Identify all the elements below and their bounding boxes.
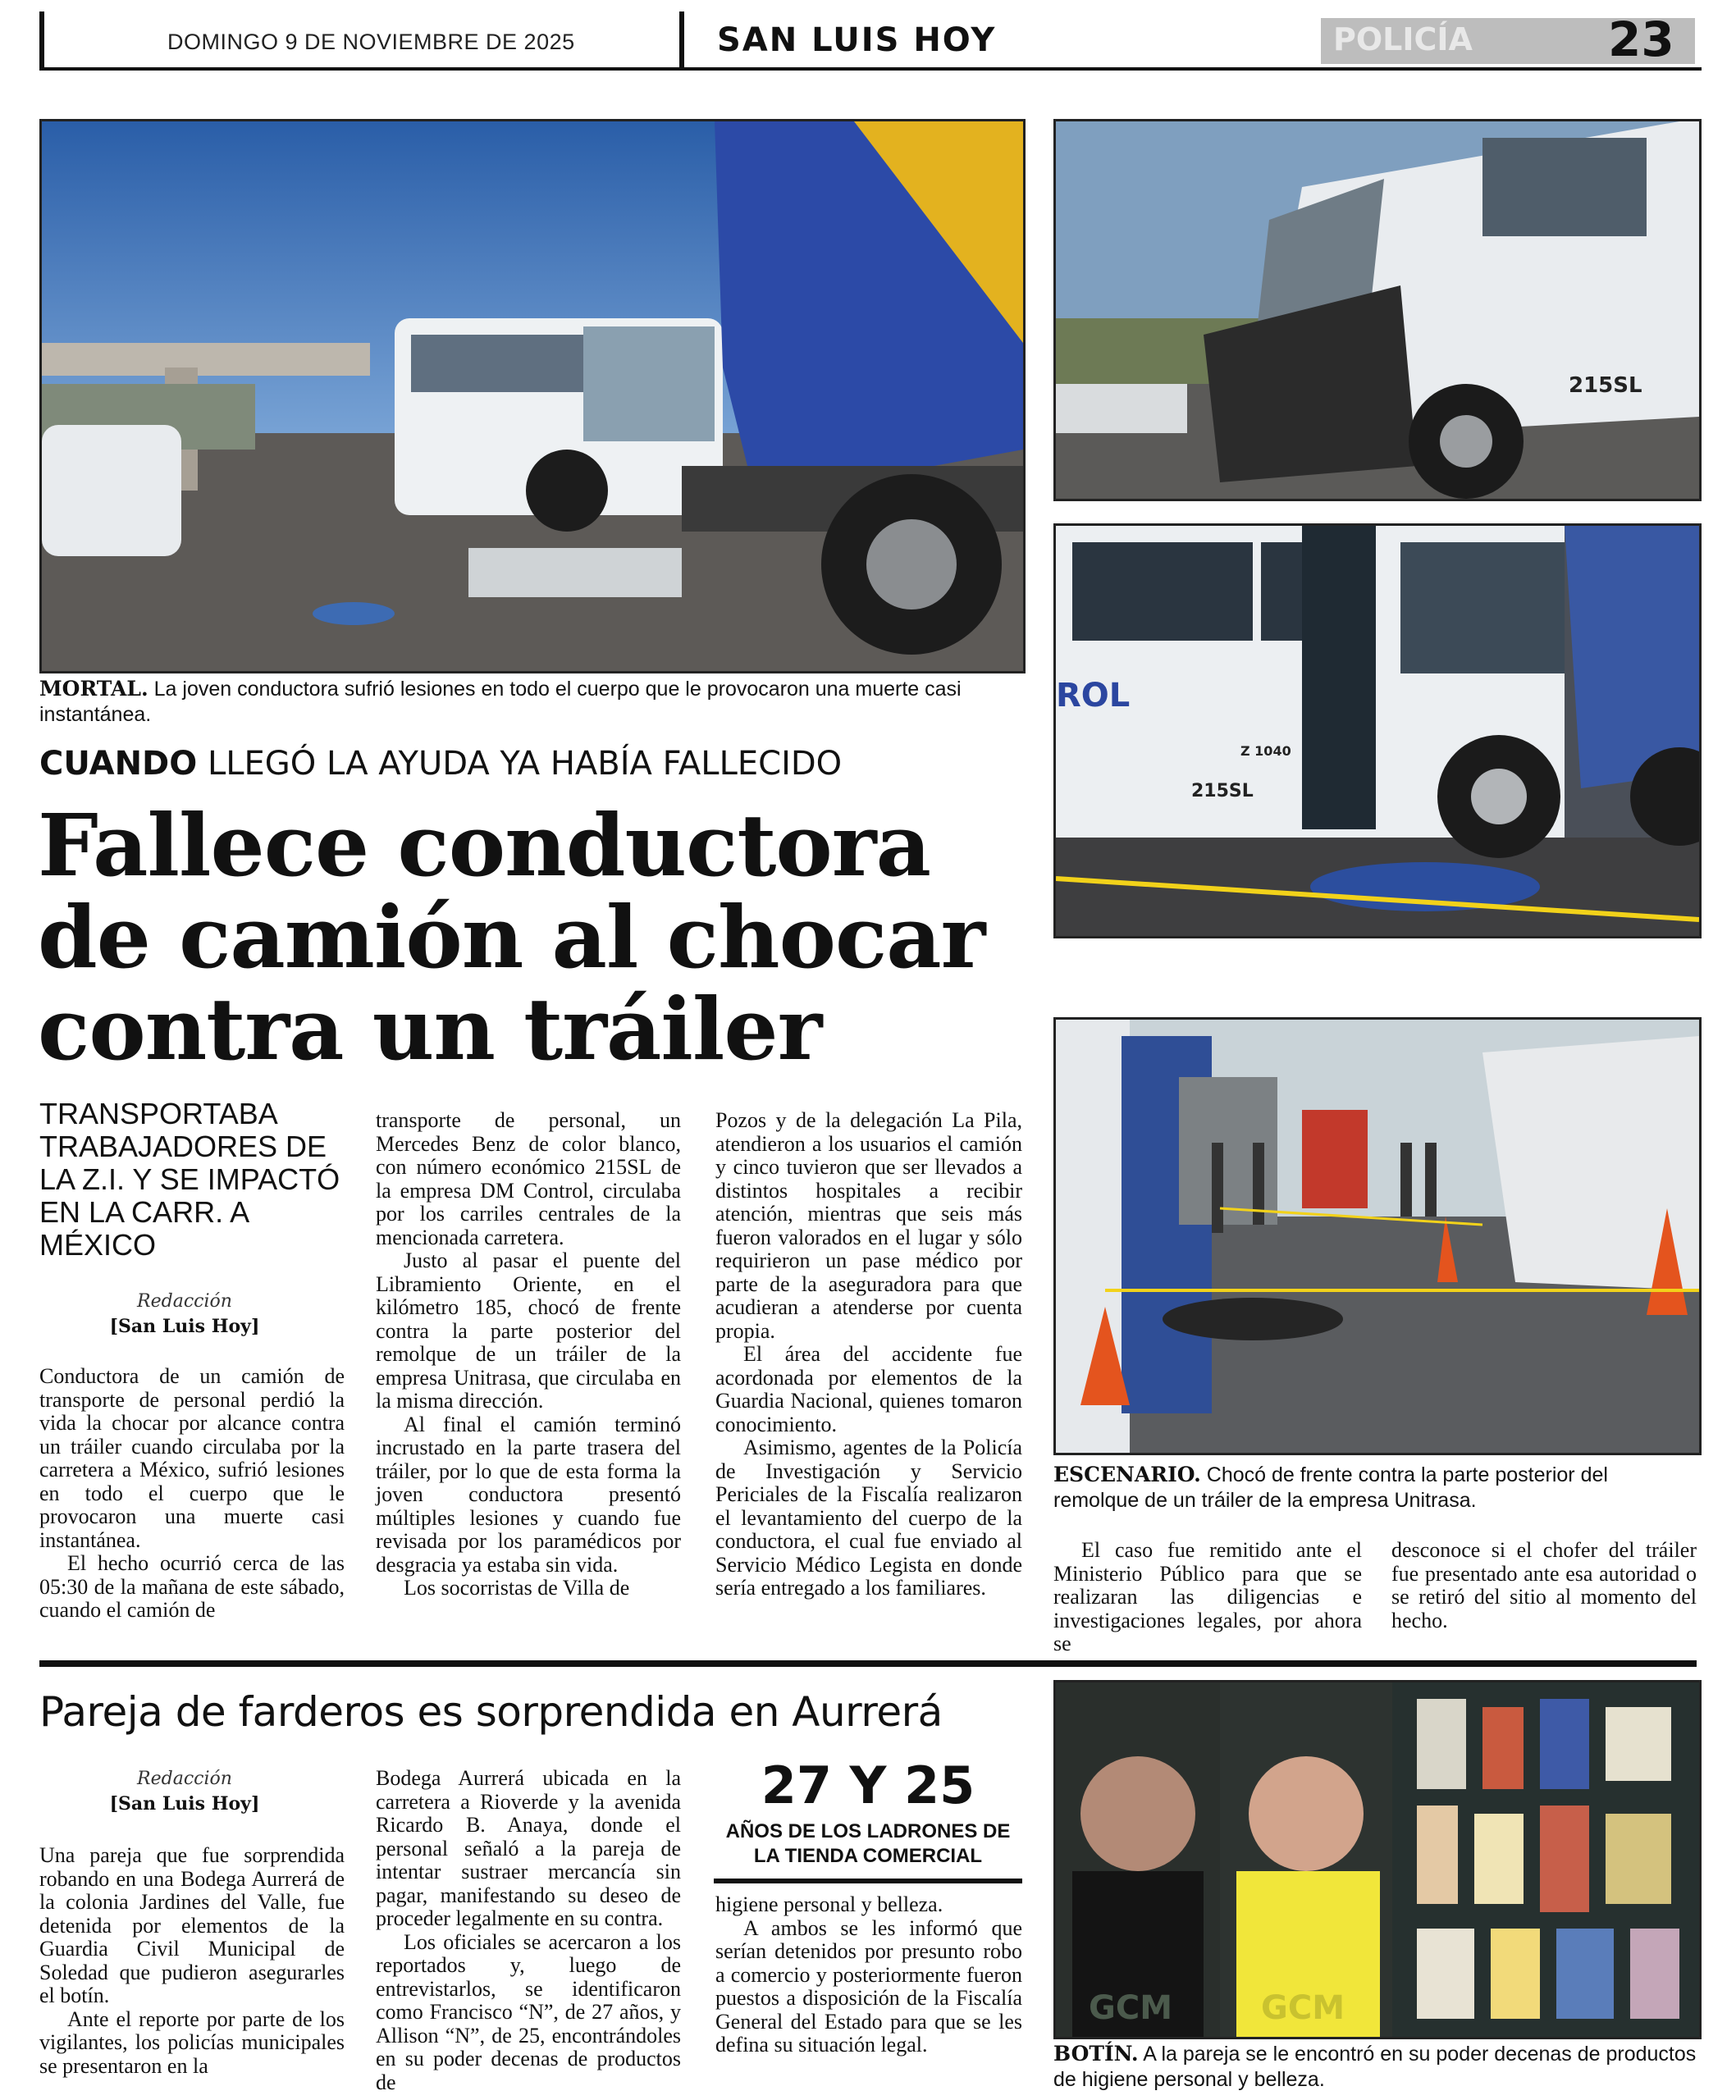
paragraph: higiene personal y belleza. (715, 1892, 943, 1916)
bus-number-label-2: 215SL (1191, 781, 1254, 801)
byline-2 (90, 1767, 279, 1816)
headline-line-1: Fallece conductora (38, 795, 930, 896)
fact-box-number: 27 Y 25 (761, 1755, 975, 1815)
watermark-2: GCM (1261, 1989, 1345, 2027)
photo-scene (1053, 1017, 1702, 1455)
story2-col-2 (376, 1767, 681, 2094)
story2-col-3 (715, 1893, 1022, 2057)
photo-detainees-loot (1053, 1680, 1702, 2039)
caption-text: Chocó de frente contra la parte posterior del remolque de un tráiler de la empresa Unitrasa. (1053, 1463, 1608, 1512)
bus-number-label-1: 215SL (1569, 373, 1642, 398)
paragraph: Ante el reporte por parte de los vigilantes, los policías municipales se presentaron en la (39, 2006, 345, 2078)
kicker-rest: LLEGÓ LA AYUDA YA HABÍA FALLECIDO (197, 745, 843, 783)
caption-lead: BOTÍN. (1053, 2042, 1139, 2066)
byline-publication: [San Luis Hoy] (109, 1316, 260, 1337)
paragraph: Los oficiales se acercaron a los reportados y, luego de entrevistarlos, se identificaron como Francisco “N”, de 27 años, y Allison “N”, de 25, encontrándoles en su poder decenas de productos de (376, 1929, 681, 2094)
paragraph: Al final el camión terminó incrustado en la parte trasera del tráiler, por lo que de esta forma la joven conductora presentó múltiples lesiones y cuando fue revisada por los paramédicos por desgracia ya estaba sin vida. (376, 1412, 681, 1577)
newspaper-brand: SAN LUIS HOY (717, 21, 997, 59)
caption-mortal (39, 676, 1021, 728)
headline-secondary: Pareja de farderos es sorprendida en Aurrerá (39, 1688, 943, 1736)
story1-col-4 (1053, 1539, 1362, 1656)
section-name: POLICÍA (1333, 21, 1473, 57)
paragraph: Los socorristas de Villa de (404, 1576, 630, 1600)
paragraph: Asimismo, agentes de la Policía de Investigación y Servicio Periciales de la Fiscalía realizaron el levantamiento del cuerpo de la conductora, el cual fue enviado al Servicio Médico Legista en donde sería entregado a los familiares. (715, 1436, 1022, 1600)
headline-line-2: de camión al chocar (38, 887, 985, 988)
issue-date: DOMINGO 9 DE NOVIEMBRE DE 2025 (167, 30, 575, 54)
photo-bus-front-damage (1053, 119, 1702, 501)
paragraph: desconoce si el chofer del tráiler fue presentado ante esa autoridad o se retiró del sitio al momento del hecho. (1391, 1538, 1697, 1632)
deck: TRANSPORTABA TRABAJADORES DE LA Z.I. Y SE IMPACTÓ EN LA CARR. A MÉXICO (39, 1097, 340, 1262)
paragraph: Pozos y de la delegación La Pila, atendieron a los usuarios el camión y cinco tuvieron que ser llevados a distintos hospitales a recibir atención, mientras que seis más fueron valorados en el lugar y sólo requirieron un pase médico por parte de la aseguradora para que acudieran a atenderse por cuenta propia. (715, 1108, 1022, 1343)
page-number: 23 (1608, 11, 1674, 67)
byline-publication: [San Luis Hoy] (109, 1793, 260, 1815)
paragraph: El caso fue remitido ante el Ministerio Público para que se realizaran las diligencias e investigaciones legales, por ahora se (1053, 1538, 1362, 1655)
watermark-1: GCM (1089, 1989, 1172, 2027)
svg-text:ROL: ROL (1056, 677, 1131, 714)
paragraph: Una pareja que fue sorprendida robando en una Bodega Aurrerá de la colonia Jardines del Valle, fue detenida por elementos de la Guardia Civil Municipal de Soledad que pudieron asegurarles el botín. (39, 1843, 345, 2007)
headline-main (38, 795, 1039, 1080)
byline-author: Redacción (137, 1769, 232, 1789)
story1-col-3 (715, 1109, 1022, 1600)
section-divider (39, 1660, 1697, 1667)
caption-botin (1053, 2041, 1697, 2093)
kicker-bold: CUANDO (39, 745, 198, 783)
paragraph: A ambos se les informó que serían detenidos por presunto robo a comercio y posteriormente fueron puestos a disposición de la Fiscalía General del Estado para que se les defina su situación legal. (715, 1915, 1022, 2057)
caption-text: A la pareja se le encontró en su poder decenas de productos de higiene personal y belleza. (1053, 2043, 1697, 2091)
masthead-date-block (39, 11, 684, 71)
headline-line-3: contra un tráiler (38, 979, 822, 1080)
caption-text: La joven conductora sufrió lesiones en todo el cuerpo que le provocaron una muerte casi instantánea. (39, 678, 962, 726)
story1-col-2 (376, 1109, 681, 1600)
kicker (39, 745, 842, 783)
story2-col-1 (39, 1844, 345, 2078)
paragraph: Conductora de un camión de transporte de personal perdió la vida la chocar por alcance contra un tráiler cuando circulaba por la carretera a México, sufrió lesiones en todo el cuerpo que le provocaron una muerte casi instantánea. (39, 1364, 345, 1552)
fact-box-text: AÑOS DE LOS LADRONES DE LA TIENDA COMERCIAL (725, 1820, 1011, 1867)
story1-col-1 (39, 1365, 345, 1623)
story1-col-5 (1391, 1539, 1697, 1632)
fact-box-rule (714, 1879, 1022, 1883)
photo-crash-main (39, 119, 1026, 673)
bus-unit-label: Z 1040 (1240, 743, 1291, 759)
byline-author: Redacción (137, 1291, 232, 1312)
paragraph: El hecho ocurrió cerca de las 05:30 de la mañana de este sábado, cuando el camión de (39, 1551, 345, 1622)
byline (90, 1290, 279, 1339)
caption-lead: MORTAL. (39, 677, 148, 701)
paragraph: El área del accidente fue acordonada por elementos de la Guardia Nacional, quienes tomaron conocimiento. (715, 1342, 1022, 1436)
paragraph: Bodega Aurrerá ubicada en la carretera a Rioverde y la avenida Ricardo B. Anaya, donde el personal señaló a la pareja de intentar sustraer mercancía sin pagar, manifestando su deseo de proceder legalmente en su contra. (376, 1766, 681, 1930)
paragraph: transporte de personal, un Mercedes Benz de color blanco, con número económico 215SL de la empresa DM Control, circulaba por los carriles centrales de la mencionada carretera. (376, 1108, 681, 1249)
paragraph: Justo al pasar el puente del Libramiento Oriente, en el kilómetro 185, chocó de frente contra la parte posterior del remolque de un tráiler de la empresa Unitrasa, que circulaba en la misma dirección. (376, 1249, 681, 1413)
caption-escenario (1053, 1462, 1697, 1513)
photo-bus-side (1053, 523, 1702, 938)
caption-lead: ESCENARIO. (1053, 1463, 1201, 1486)
